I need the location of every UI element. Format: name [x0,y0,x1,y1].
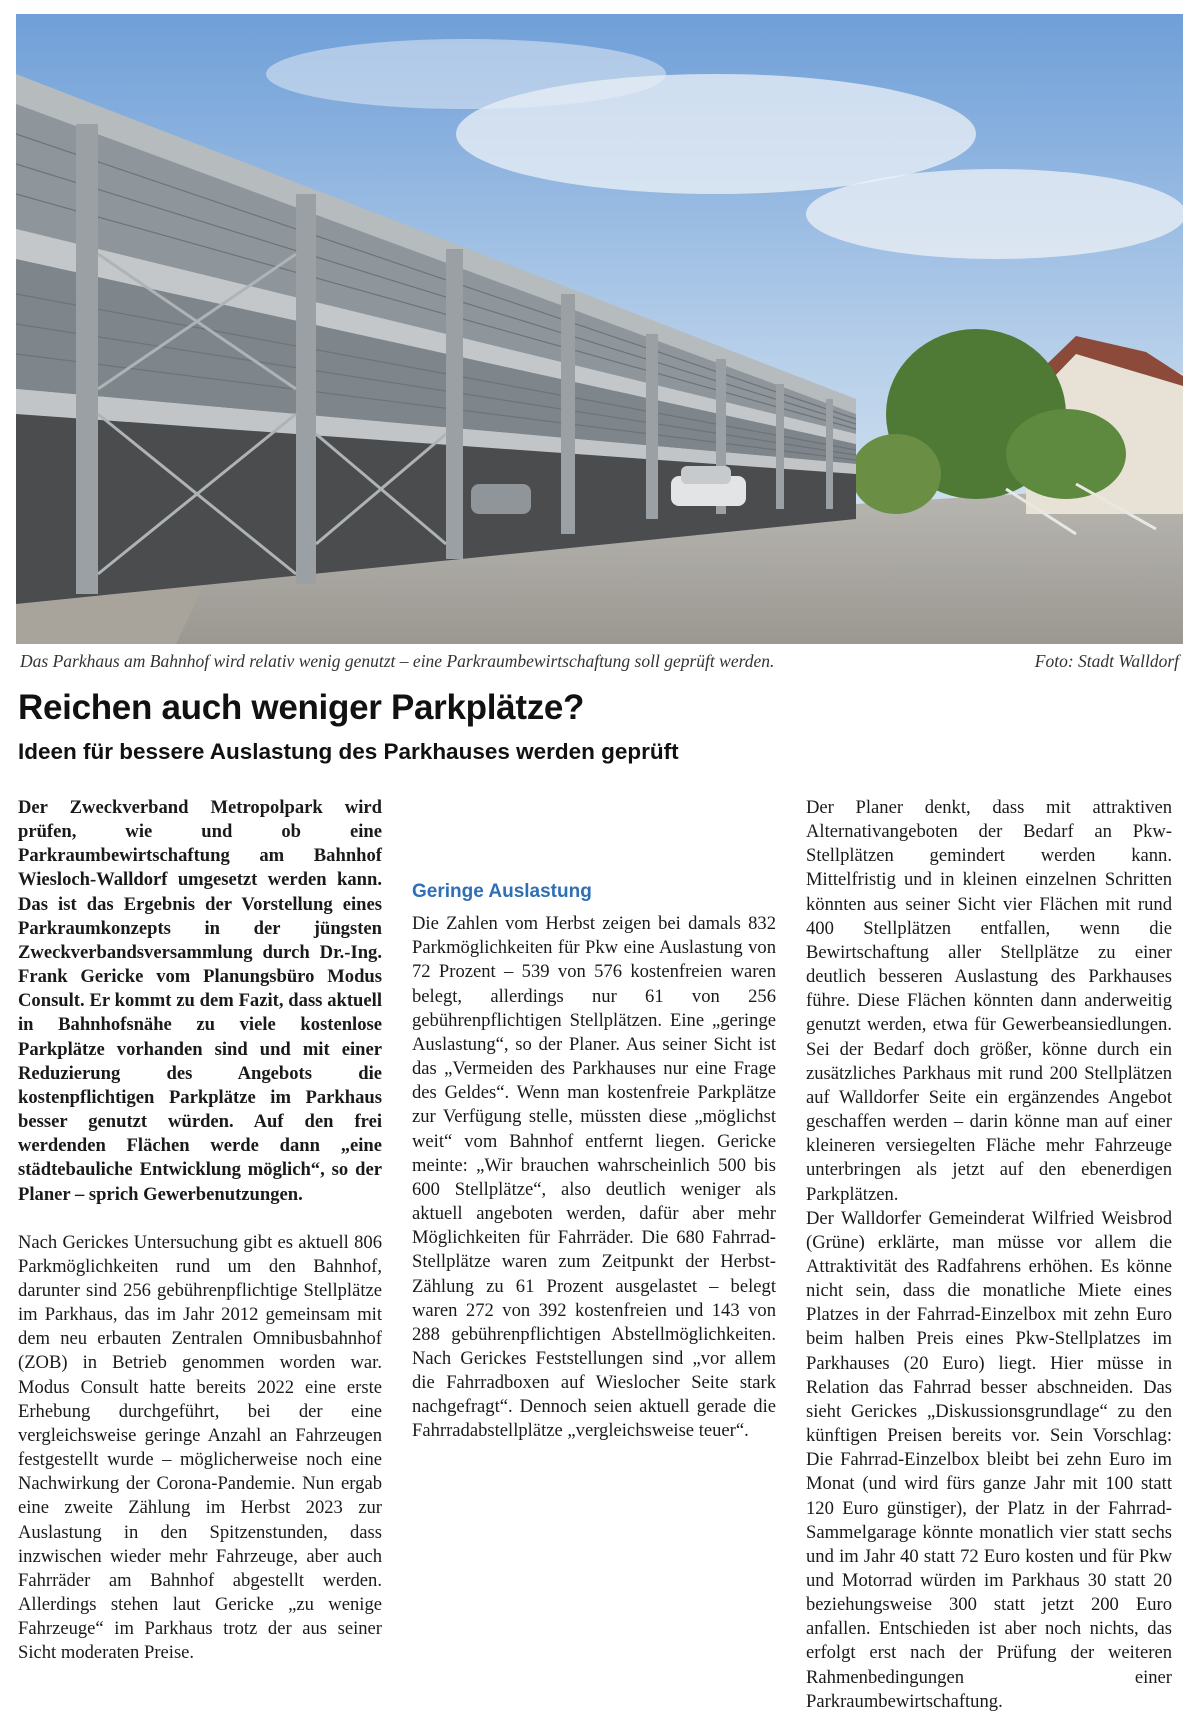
article-subheadline: Ideen für bessere Auslastung des Parkhauses werden geprüft [18,739,679,764]
photo-caption: Das Parkhaus am Bahnhof wird relativ wenig genutzt – eine Parkraumbewirtschaftung soll geprüft werden. [20,651,775,671]
article-paragraph: Der Planer denkt, dass mit attraktiven Alternativangeboten der Bedarf an Pkw-Stellplätzen gemindert werden kann. Mittelfristig und in kleinen einzelnen Schritten könnten aus seiner Sicht vier Flächen mit rund 400 Stellplätzen entfallen, wenn die Bewirtschaftung aller Stellplätze zu einer deutlich besseren Auslastung des Parkhauses führe. Diese Flächen könnten dann anderweitig genutzt werden, etwa für Gewerbeansiedlungen. Sei der Bedarf doch größer, könne durch ein zusätzliches Parkhaus mit rund 200 Stellplätzen auf Walldorfer Seite ein ergänzendes Angebot geschaffen werden – darin könne man auf einer kleineren versiegelten Fläche mehr Fahrzeuge unterbringen als jetzt auf den ebenerdigen Parkplätzen. [806,797,1172,1205]
article-paragraph: Nach Gerickes Untersuchung gibt es aktuell 806 Parkmöglichkeiten rund um den Bahnhof, darunter sind 256 gebührenpflichtige Stellplätze im Parkhaus, das im Jahr 2012 gemeinsam mit dem neu erbauten Zentralen Omnibusbahnhof (ZOB) in Betrieb genommen worden war. Modus Consult hatte bereits 2022 eine erste Erhebung durchgeführt, bei der eine vergleichsweise geringe Anzahl an Fahrzeugen festgestellt wurde – möglicherweise noch eine Nachwirkung der Corona-Pandemie. Nun ergab eine zweite Zählung im Herbst 2023 zur Auslastung in den Spitzenstunden, dass inzwischen wieder mehr Fahrzeuge, aber auch Fahrräder am Bahnhof abgestellt werden. Allerdings stehen laut Gericke „zu wenige Fahrzeuge“ im Parkhaus trotz der aus seiner Sicht moderaten Preise. [18,1231,382,1664]
article-column-1 [18,796,382,1665]
section-heading: Geringe Auslastung [412,881,592,902]
parking-garage-photo [16,14,1183,644]
article-column-2 [412,796,776,1444]
photo-credit: Foto: Stadt Walldorf [1034,651,1179,671]
article-headline: Reichen auch weniger Parkplätze? [18,688,585,727]
photo-caption-row [16,651,1183,677]
article-column-3 [806,796,1172,1714]
article-paragraph: Der Walldorfer Gemeinderat Wilfried Weisbrod (Grüne) erklärte, man müsse vor allem die Attraktivität des Radfahrens erhöhen. Es könne nicht sein, dass die monatliche Miete eines Platzes in der Fahrrad-Einzelbox mit zehn Euro beim halben Preis eines Pkw-Stellplatzes im Parkhauses (20 Euro) liegt. Hier müsse in Relation das Fahrrad besser abschneiden. Das sieht Gerickes „Diskussionsgrundlage“ zu den künftigen Preisen bereits vor. Sein Vorschlag: Die Fahrrad-Einzelbox bleibt bei zehn Euro im Monat (und wird fürs ganze Jahr mit 100 statt 120 Euro günstiger), der Platz in der Fahrrad-Sammelgarage könnte monatlich vier statt sechs und im Jahr 40 statt 72 Euro kosten und für Pkw und Motorrad würden im Parkhaus 30 statt 20 beziehungsweise 300 statt jetzt 200 Euro anfallen. Entschieden ist aber noch nichts, das erfolgt erst nach der Prüfung der weiteren Rahmenbedingungen einer Parkraumbewirtschaftung. [806,1207,1172,1712]
article-paragraph: Die Zahlen vom Herbst zeigen bei damals 832 Parkmöglichkeiten für Pkw eine Auslastung von 72 Prozent – 539 von 576 kostenfreien waren belegt, allerdings nur 61 von 256 gebührenpflichtigen Stellplätzen. Eine „geringe Auslastung“, so der Planer. Aus seiner Sicht ist das „Vermeiden des Parkhauses nur eine Frage des Geldes“. Wenn man kostenfreie Parkplätze zur Verfügung stelle, müssten diese „möglichst weit“ vom Bahnhof entfernt liegen. Gericke meinte: „Wir brauchen wahrscheinlich 500 bis 600 Stellplätze“, also deutlich weniger als aktuell angeboten werden, dafür aber mehr Möglichkeiten für Fahrräder. Die 680 Fahrrad-Stellplätze waren zum Zeitpunkt der Herbst-Zählung zu 61 Prozent ausgelastet – belegt waren 272 von 392 kostenfreien und 143 von 288 gebührenpflichtigen Abstellmöglichkeiten. Nach Gerickes Feststellungen sind „vor allem die Fahrradboxen auf Wieslocher Seite stark nachgefragt“. Dennoch seien aktuell gerade die Fahrradabstellplätze „vergleichsweise teuer“. [412,913,776,1442]
article-lead: Der Zweckverband Metropolpark wird prüfen, wie und ob eine Parkraumbewirtschaftung am Bahnhof Wiesloch-Walldorf umgesetzt werden kann. Das ist das Ergebnis der Vorstellung eines Parkraumkonzepts in der jüngsten Zweckverbandsversammlung durch Dr.-Ing. Frank Gericke vom Planungsbüro Modus Consult. Er kommt zu dem Fazit, dass aktuell in Bahnhofsnähe zu viele kostenlose Parkplätze vorhanden sind und mit einer Reduzierung des Angebots die kostenpflichtigen Parkplätze im Parkhaus besser genutzt würden. Auf den frei werdenden Flächen werde dann „eine städtebauliche Entwicklung möglich“, so der Planer – sprich Gewerbenutzungen. [18,797,382,1205]
